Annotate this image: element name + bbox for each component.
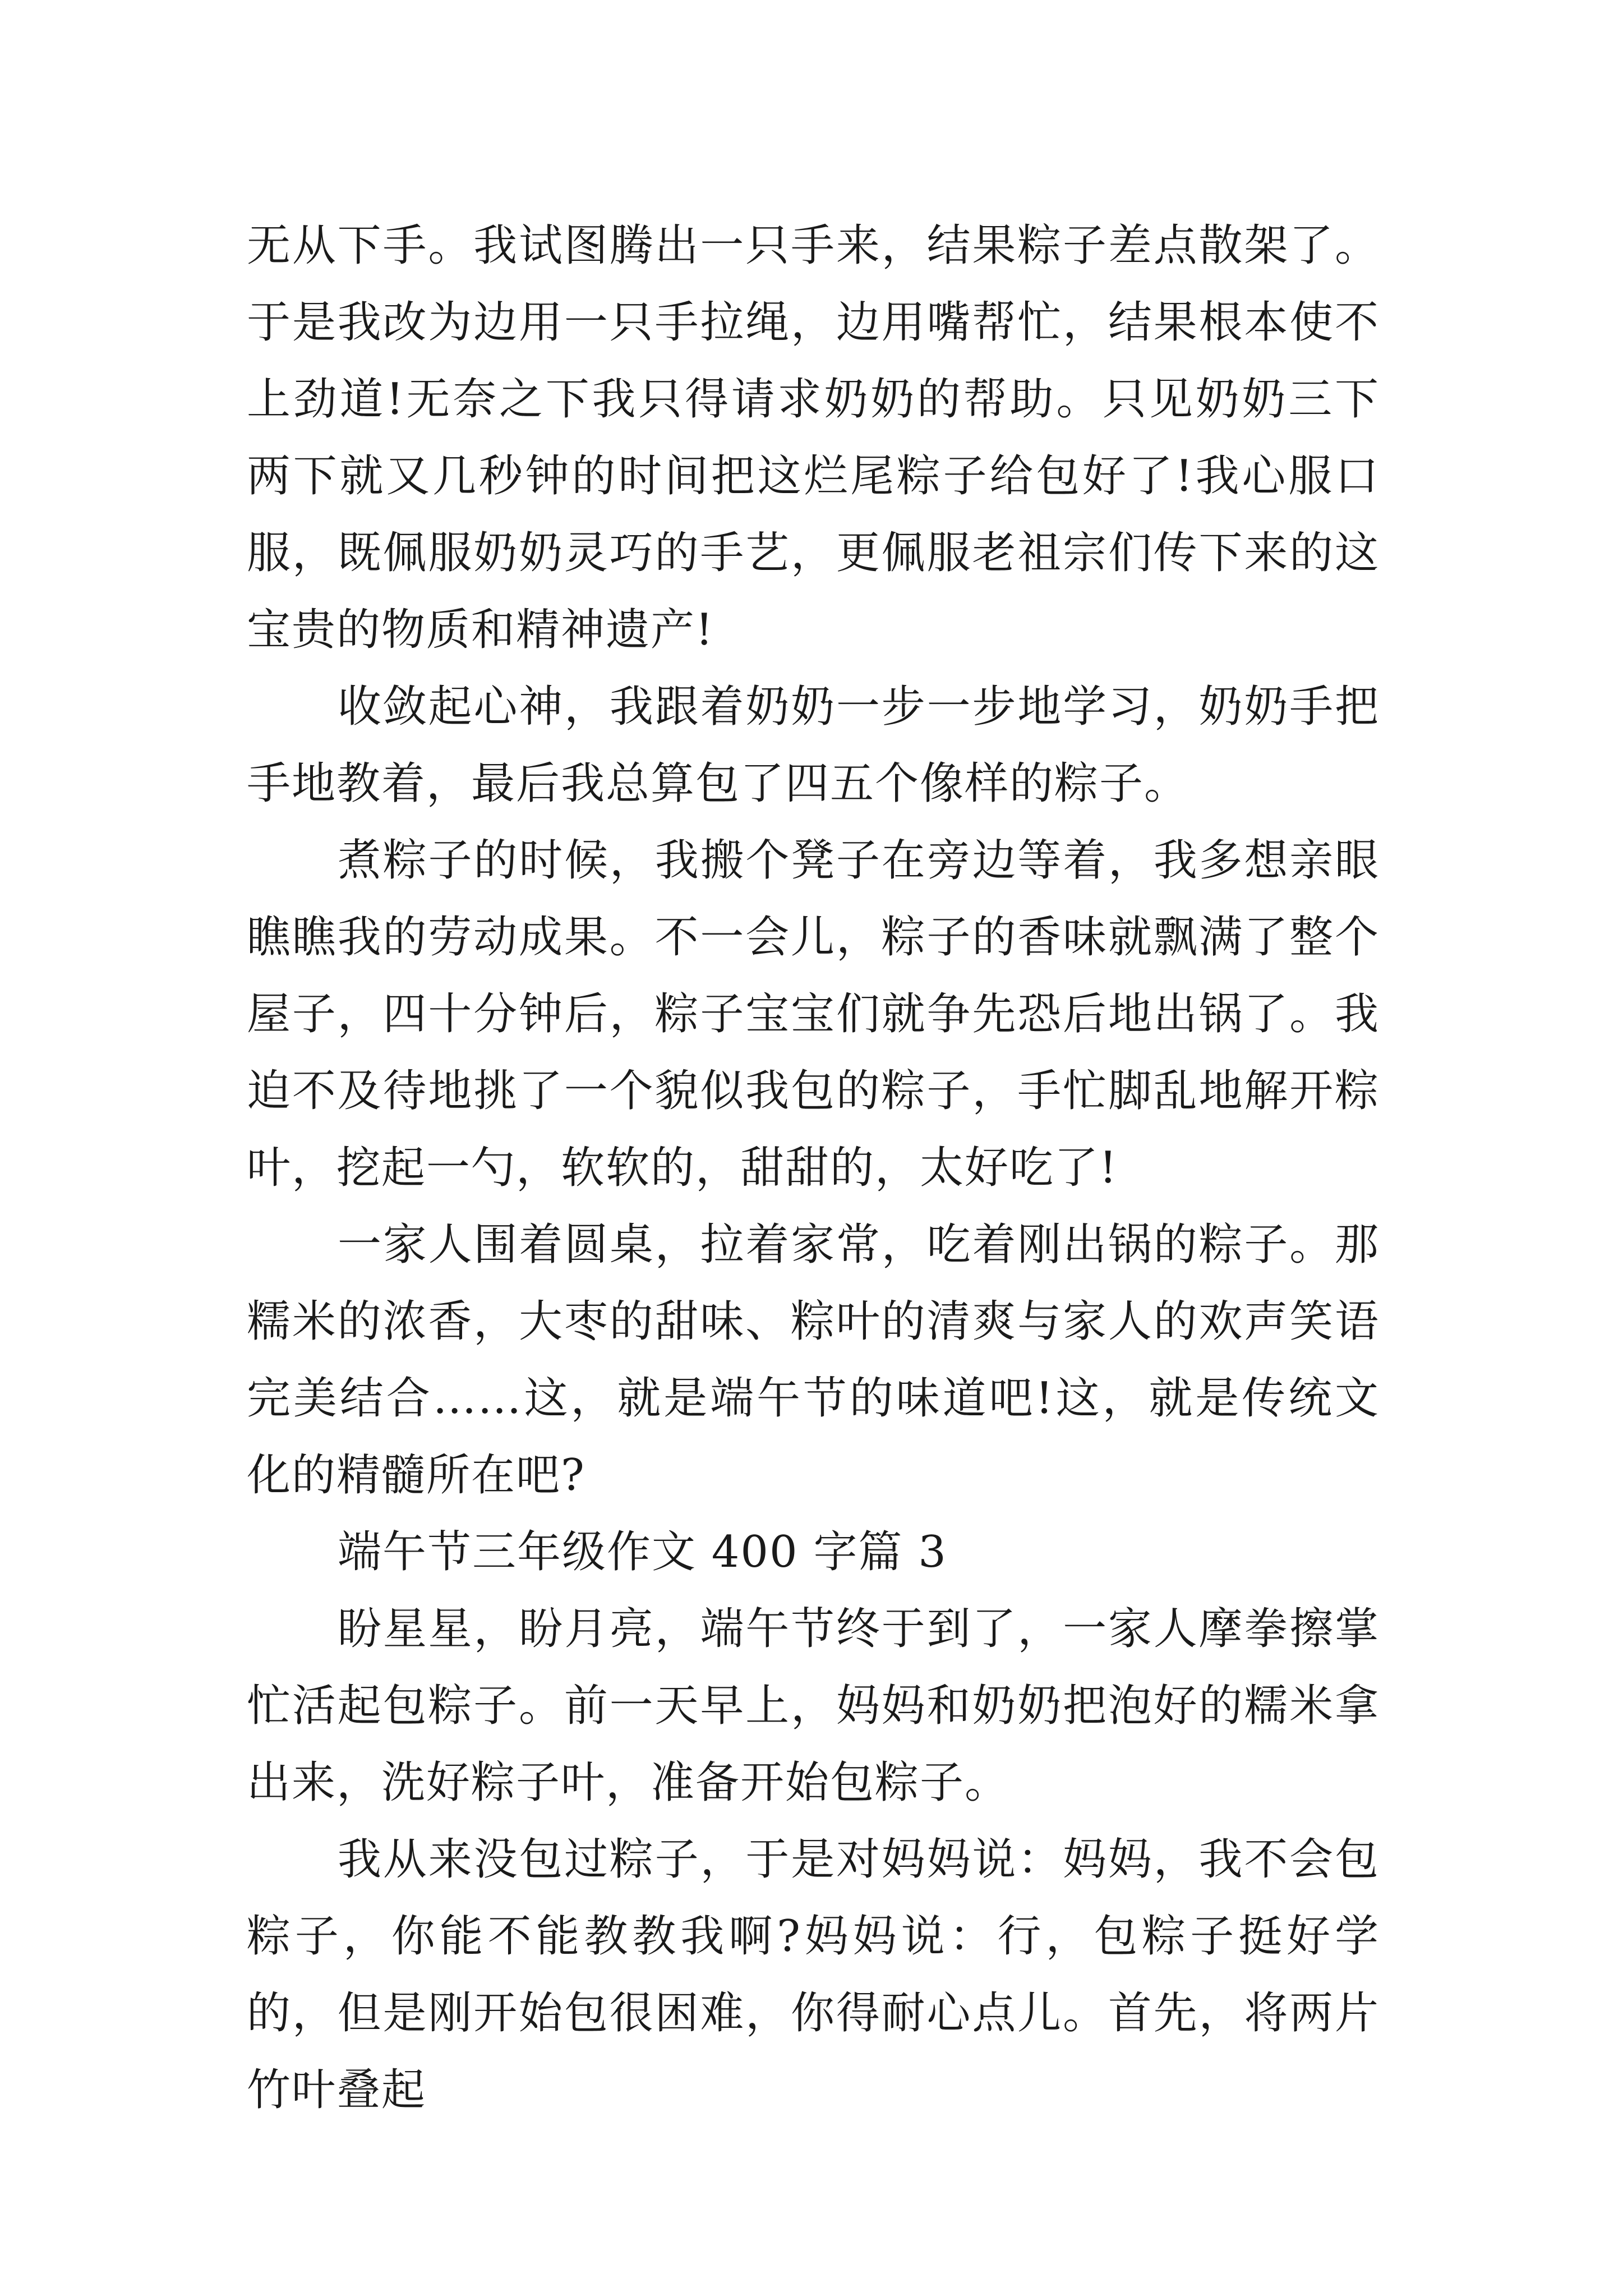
paragraph-1: 无从下手。我试图腾出一只手来，结果粽子差点散架了。于是我改为边用一只手拉绳，边用嘴帮忙，结果根本使不上劲道!无奈之下我只得请求奶奶的帮助。只见奶奶三下两下就又几秒钟的时间把这烂尾粽子给包好了!我心服口服，既佩服奶奶灵巧的手艺，更佩服老祖宗们传下来的这宝贵的物质和精神遗产! bbox=[247, 220, 1380, 655]
section-heading: 端午节三年级作文 400 字篇 3 bbox=[338, 1527, 947, 1577]
body-text bbox=[247, 208, 1380, 2129]
paragraph-2: 收敛起心神，我跟着奶奶一步一步地学习，奶奶手把手地教着，最后我总算包了四五个像样的粽子。 bbox=[247, 682, 1380, 809]
paragraph-6: 我从来没包过粽子，于是对妈妈说：妈妈，我不会包粽子，你能不能教教我啊?妈妈说：行，包粽子挺好学的，但是刚开始包很困难，你得耐心点儿。首先，将两片竹叶叠起 bbox=[247, 1834, 1380, 2115]
paragraph-3: 煮粽子的时候，我搬个凳子在旁边等着，我多想亲眼瞧瞧我的劳动成果。不一会儿，粽子的香味就飘满了整个屋子，四十分钟后，粽子宝宝们就争先恐后地出锅了。我迫不及待地挑了一个貌似我包的粽子，手忙脚乱地解开粽叶，挖起一勺，软软的，甜甜的，太好吃了! bbox=[247, 835, 1380, 1193]
paragraph-4: 一家人围着圆桌，拉着家常，吃着刚出锅的粽子。那糯米的浓香，大枣的甜味、粽叶的清爽与家人的欢声笑语完美结合……这，就是端午节的味道吧!这，就是传统文化的精髓所在吧? bbox=[247, 1220, 1380, 1501]
paragraph-5: 盼星星，盼月亮，端午节终于到了，一家人摩拳擦掌忙活起包粽子。前一天早上，妈妈和奶奶把泡好的糯米拿出来，洗好粽子叶，准备开始包粽子。 bbox=[247, 1604, 1380, 1808]
